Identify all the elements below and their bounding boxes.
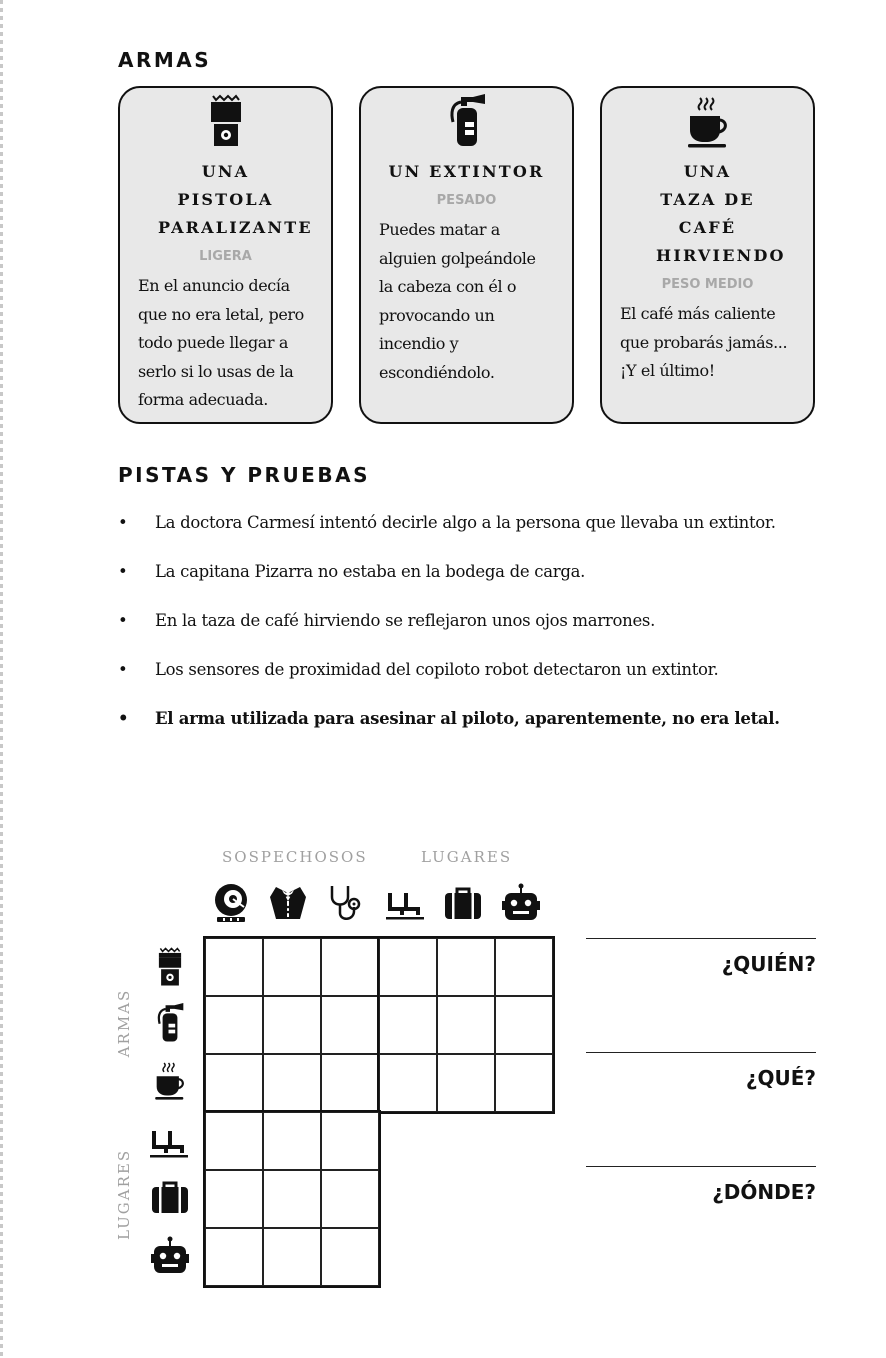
weapon-name: UNA TAZA DE CAFÉ HIRVIENDO	[656, 162, 786, 265]
grid-cell[interactable]	[263, 996, 321, 1054]
grid-places-suspects	[203, 1110, 381, 1288]
fire-extinguisher-icon	[442, 94, 492, 148]
answer-label-who: ¿QUIÉN?	[721, 952, 816, 976]
column-group-label-suspects: SOSPECHOSOS	[222, 848, 368, 866]
grid-cell[interactable]	[379, 938, 437, 996]
bullet-icon: •	[118, 513, 128, 532]
grid-cell[interactable]	[379, 1054, 437, 1112]
grid-cell[interactable]	[263, 938, 321, 996]
weapon-card-stun-gun	[118, 86, 333, 424]
weapon-name: UNA PISTOLA PARALIZANTE	[158, 162, 313, 237]
grid-cell[interactable]	[205, 1170, 263, 1228]
stun-gun-icon	[150, 947, 190, 987]
grid-cell[interactable]	[205, 996, 263, 1054]
grid-cell[interactable]	[495, 996, 553, 1054]
astronaut-helmet-icon	[211, 883, 251, 923]
row-group-label-weapons: ARMAS	[115, 988, 133, 1058]
clue-text: La doctora Carmesí intentó decirle algo a la persona que llevaba un extintor.	[155, 513, 776, 532]
row-group-label-places: LUGARES	[115, 1148, 133, 1240]
weapon-description: En el anuncio decía que no era letal, pero todo puede llegar a serlo si lo usas de la forma adecuada.	[138, 276, 304, 409]
weapon-description: Puedes matar a alguien golpeándole la cabeza con él o provocando un incendio y escondiéndolo.	[379, 220, 536, 382]
weapon-card-extinguisher	[359, 86, 574, 424]
weapon-card-coffee	[600, 86, 815, 424]
coffee-cup-icon	[683, 94, 733, 148]
weapon-weight: PESO MEDIO	[661, 277, 754, 292]
clue-text: En la taza de café hirviendo se reflejaron unos ojos marrones.	[155, 611, 656, 630]
grid-cell[interactable]	[263, 1170, 321, 1228]
clue-text: El arma utilizada para asesinar al piloto, aparentemente, no era letal.	[155, 709, 780, 728]
robot-icon	[150, 1236, 190, 1276]
answer-line-what	[586, 1052, 816, 1053]
page-edge-decoration	[0, 0, 3, 1358]
tuxedo-icon	[268, 883, 308, 923]
weapon-card-content	[130, 158, 321, 415]
grid-cell[interactable]	[437, 1054, 495, 1112]
grid-cell[interactable]	[205, 1112, 263, 1170]
grid-cell[interactable]	[437, 996, 495, 1054]
grid-weapons-places	[377, 936, 555, 1114]
weapon-description: El café más caliente que probarás jamás... ¡Y el último!	[620, 304, 788, 380]
stun-gun-icon	[201, 94, 251, 148]
coffee-cup-icon	[150, 1060, 190, 1100]
answer-label-what: ¿QUÉ?	[745, 1066, 816, 1090]
answer-line-who	[586, 938, 816, 939]
grid-cell[interactable]	[321, 1170, 379, 1228]
fire-extinguisher-icon	[150, 1003, 190, 1043]
grid-cell[interactable]	[379, 996, 437, 1054]
seats-icon	[386, 883, 426, 923]
bullet-icon: •	[118, 611, 128, 630]
weapon-card-content	[612, 158, 803, 386]
clue-text: Los sensores de proximidad del copiloto robot detectaron un extintor.	[155, 660, 719, 679]
bullet-icon: •	[118, 709, 129, 728]
grid-cell[interactable]	[263, 1228, 321, 1286]
grid-cell[interactable]	[321, 1112, 379, 1170]
grid-cell[interactable]	[205, 1054, 263, 1112]
grid-cell[interactable]	[263, 1112, 321, 1170]
grid-cell[interactable]	[263, 1054, 321, 1112]
grid-cell[interactable]	[205, 1228, 263, 1286]
weapon-weight: PESADO	[436, 193, 497, 208]
bullet-icon: •	[118, 562, 128, 581]
answer-line-where	[586, 1166, 816, 1167]
grid-cell[interactable]	[205, 938, 263, 996]
robot-icon	[501, 883, 541, 923]
grid-cell[interactable]	[321, 1228, 379, 1286]
clue-text: La capitana Pizarra no estaba en la bodega de carga.	[155, 562, 586, 581]
suitcase-icon	[150, 1177, 190, 1217]
grid-cell[interactable]	[437, 938, 495, 996]
grid-cell[interactable]	[495, 938, 553, 996]
bullet-icon: •	[118, 660, 128, 679]
stethoscope-icon	[326, 883, 366, 923]
column-group-label-places: LUGARES	[421, 848, 513, 866]
weapon-weight: LIGERA	[199, 249, 252, 264]
seats-icon	[150, 1121, 190, 1161]
weapon-name: UN EXTINTOR	[388, 162, 545, 181]
grid-cell[interactable]	[321, 1054, 379, 1112]
clues-section-title: PISTAS Y PRUEBAS	[118, 463, 370, 487]
suitcase-icon	[443, 883, 483, 923]
answer-label-where: ¿DÓNDE?	[712, 1180, 816, 1204]
grid-weapons-suspects	[203, 936, 381, 1114]
grid-cell[interactable]	[495, 1054, 553, 1112]
weapon-card-content	[371, 158, 562, 387]
grid-cell[interactable]	[321, 996, 379, 1054]
grid-cell[interactable]	[321, 938, 379, 996]
weapons-section-title: ARMAS	[118, 48, 212, 72]
